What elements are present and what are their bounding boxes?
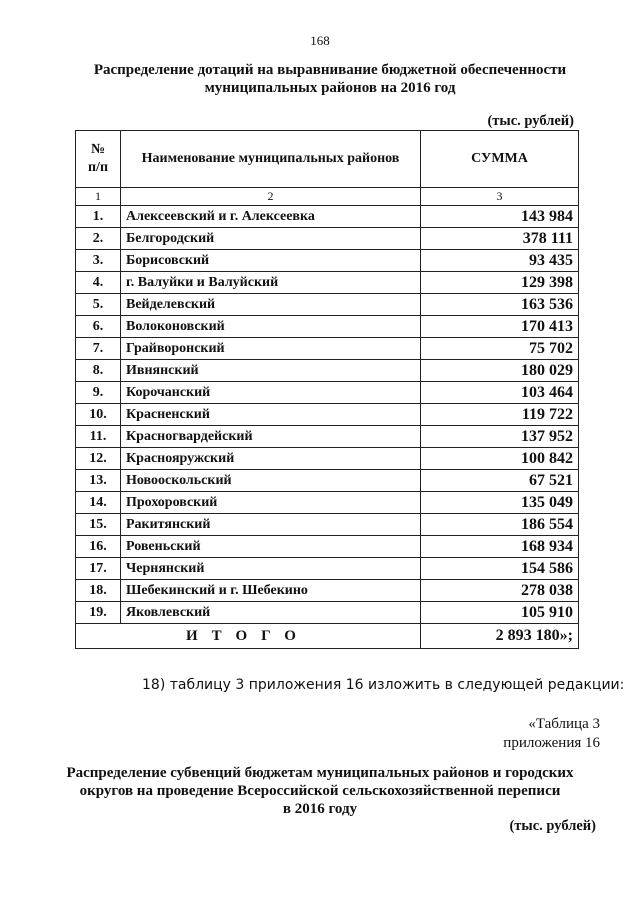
row-number: 5. — [76, 294, 121, 316]
row-number: 10. — [76, 404, 121, 426]
row-amount: 378 111 — [421, 228, 579, 250]
row-number: 2. — [76, 228, 121, 250]
row-number: 1. — [76, 206, 121, 228]
table-reference-line2: приложения 16 — [503, 735, 600, 751]
column-number-3: 3 — [421, 188, 579, 206]
row-district-name: Шебекинский и г. Шебекино — [121, 580, 421, 602]
table-row — [76, 404, 579, 426]
section2-unit: (тыс. рублей) — [509, 818, 596, 834]
section2-title-line3: в 2016 году — [282, 801, 358, 817]
section1-title-line1: Распределение дотаций на выравнивание бюджетной обеспеченности — [93, 62, 567, 78]
row-amount: 100 842 — [421, 448, 579, 470]
row-district-name: Яковлевский — [121, 602, 421, 624]
row-amount: 75 702 — [421, 338, 579, 360]
table-row — [76, 470, 579, 492]
row-amount: 170 413 — [421, 316, 579, 338]
row-number: 9. — [76, 382, 121, 404]
table-row — [76, 514, 579, 536]
subsidy-table — [75, 130, 579, 649]
row-number: 14. — [76, 492, 121, 514]
column-number-row — [76, 188, 579, 206]
header-sum: СУММА — [421, 131, 579, 188]
table-row — [76, 360, 579, 382]
row-district-name: Корочанский — [121, 382, 421, 404]
row-district-name: Ровеньский — [121, 536, 421, 558]
table-row — [76, 382, 579, 404]
table-row — [76, 250, 579, 272]
row-amount: 93 435 — [421, 250, 579, 272]
row-district-name: Ивнянский — [121, 360, 421, 382]
row-district-name: Прохоровский — [121, 492, 421, 514]
row-amount: 137 952 — [421, 426, 579, 448]
section2-title-line2: округов на проведение Всероссийской сельскохозяйственной переписи — [79, 783, 561, 799]
row-amount: 135 049 — [421, 492, 579, 514]
header-number-abbr: п/п — [87, 160, 109, 175]
row-amount: 278 038 — [421, 580, 579, 602]
row-amount: 186 554 — [421, 514, 579, 536]
row-amount: 163 536 — [421, 294, 579, 316]
row-amount: 119 722 — [421, 404, 579, 426]
row-amount: 154 586 — [421, 558, 579, 580]
table-row — [76, 338, 579, 360]
table-header-row — [76, 131, 579, 188]
table-row — [76, 228, 579, 250]
row-amount: 129 398 — [421, 272, 579, 294]
total-amount: 2 893 180»; — [421, 624, 579, 649]
row-number: 4. — [76, 272, 121, 294]
table-row — [76, 602, 579, 624]
row-number: 3. — [76, 250, 121, 272]
table-row — [76, 580, 579, 602]
row-number: 19. — [76, 602, 121, 624]
column-number-2: 2 — [121, 188, 421, 206]
table-reference-line1: «Таблица 3 — [528, 716, 600, 732]
table-row — [76, 316, 579, 338]
row-amount: 168 934 — [421, 536, 579, 558]
table-row — [76, 492, 579, 514]
row-district-name: Алексеевский и г. Алексеевка — [121, 206, 421, 228]
header-district-name: Наименование муниципальных районов — [121, 131, 421, 188]
table-row — [76, 272, 579, 294]
column-number-1: 1 — [76, 188, 121, 206]
row-district-name: Ракитянский — [121, 514, 421, 536]
header-number — [76, 131, 121, 188]
table-row — [76, 294, 579, 316]
row-district-name: Белгородский — [121, 228, 421, 250]
row-number: 18. — [76, 580, 121, 602]
row-district-name: Волоконовский — [121, 316, 421, 338]
row-number: 16. — [76, 536, 121, 558]
section2-title — [40, 764, 600, 818]
row-number: 12. — [76, 448, 121, 470]
row-number: 6. — [76, 316, 121, 338]
row-number: 7. — [76, 338, 121, 360]
table-reference — [400, 715, 600, 753]
row-amount: 105 910 — [421, 602, 579, 624]
section1-title — [60, 61, 600, 97]
page-number: 168 — [310, 33, 330, 48]
section1-title-line2: муниципальных районов на 2016 год — [204, 80, 456, 96]
row-district-name: Борисовский — [121, 250, 421, 272]
row-district-name: Краснояружский — [121, 448, 421, 470]
total-label: ИТОГО — [76, 624, 421, 649]
section2-title-line1: Распределение субвенций бюджетам муниципальных районов и городских — [66, 765, 574, 781]
row-amount: 180 029 — [421, 360, 579, 382]
table-row — [76, 536, 579, 558]
table-row — [76, 558, 579, 580]
table-row — [76, 426, 579, 448]
row-number: 8. — [76, 360, 121, 382]
row-district-name: Грайворонский — [121, 338, 421, 360]
row-amount: 143 984 — [421, 206, 579, 228]
section1-unit: (тыс. рублей) — [487, 113, 574, 129]
total-row — [76, 624, 579, 649]
row-district-name: Вейделевский — [121, 294, 421, 316]
table-row — [76, 206, 579, 228]
row-district-name: Чернянский — [121, 558, 421, 580]
row-amount: 67 521 — [421, 470, 579, 492]
amendment-paragraph: 18) таблицу 3 приложения 16 изложить в следующей редакции: — [142, 677, 625, 693]
row-amount: 103 464 — [421, 382, 579, 404]
row-district-name: Красненский — [121, 404, 421, 426]
row-number: 15. — [76, 514, 121, 536]
row-number: 11. — [76, 426, 121, 448]
row-number: 13. — [76, 470, 121, 492]
row-district-name: Новооскольский — [121, 470, 421, 492]
table-row — [76, 448, 579, 470]
header-number-sign: № — [90, 142, 106, 157]
row-number: 17. — [76, 558, 121, 580]
row-district-name: Красногвардейский — [121, 426, 421, 448]
row-district-name: г. Валуйки и Валуйский — [121, 272, 421, 294]
